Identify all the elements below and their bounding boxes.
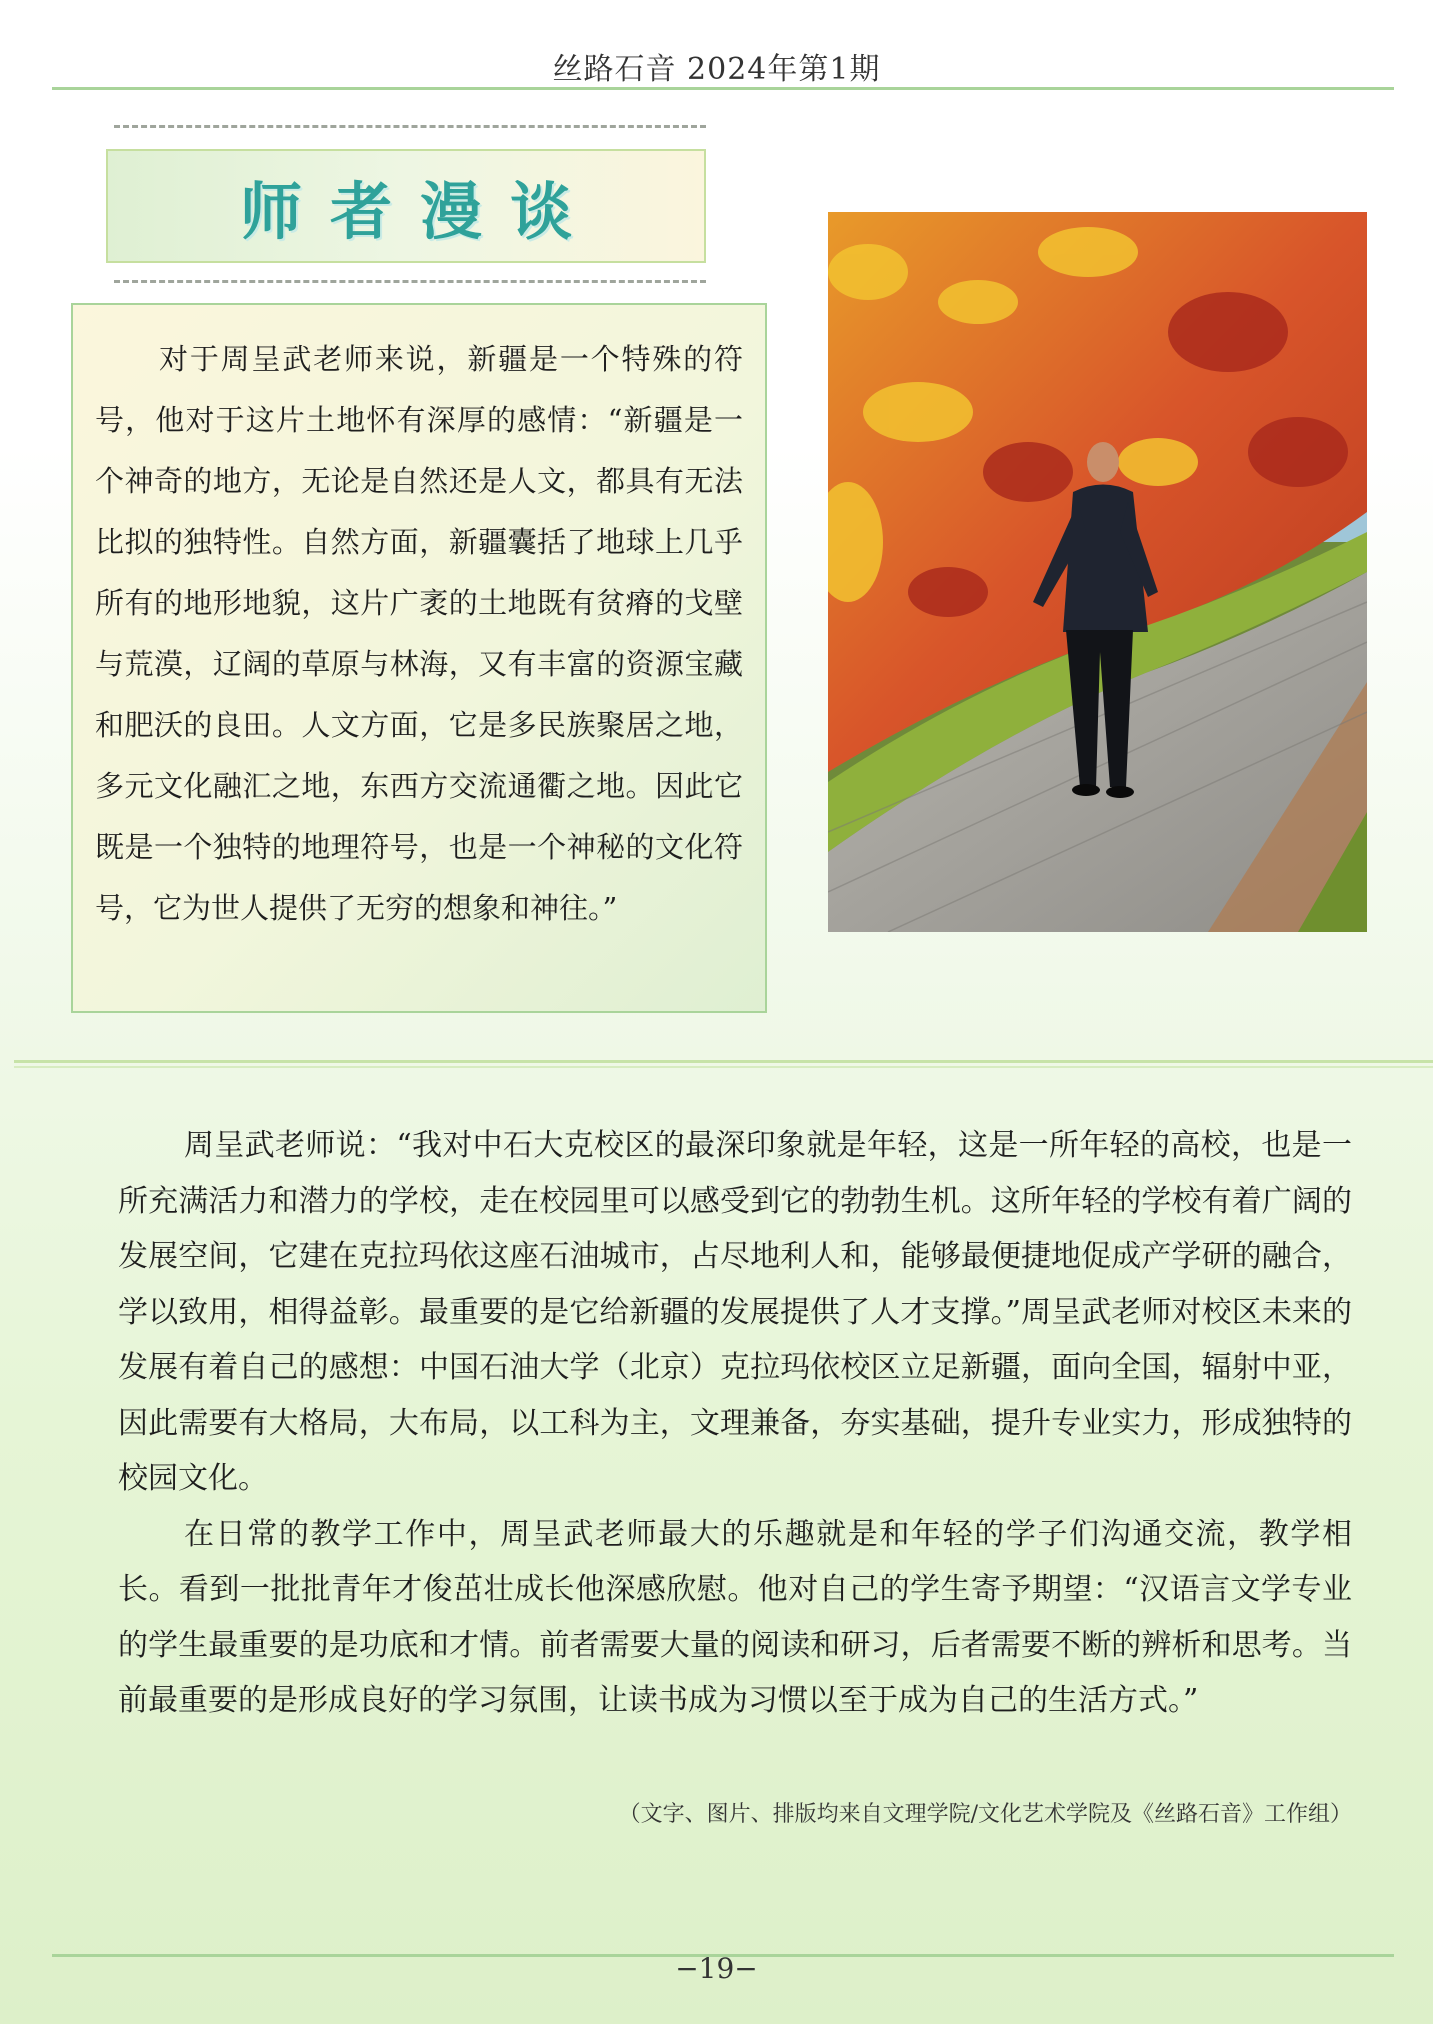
section-title: 师者漫谈 xyxy=(239,174,600,248)
section-dashed-line-bottom xyxy=(114,280,706,283)
article-body xyxy=(118,1118,1352,1729)
teacher-walking-photo xyxy=(828,212,1367,932)
header-divider xyxy=(52,87,1394,90)
magazine-issue-title: 丝路石音 2024年第1期 xyxy=(552,52,881,87)
section-title-box xyxy=(106,149,706,263)
quote-text: 对于周呈武老师来说，新疆是一个特殊的符号，他对于这片土地怀有深厚的感情：“新疆是一个神奇的地方，无论是自然还是人文，都具有无法比拟的独特性。自然方面，新疆囊括了地球上几乎所有的地形地貌，这片广袤的土地既有贫瘠的戈壁与荒漠，辽阔的草原与林海，又有丰富的资源宝藏和肥沃的良田。人文方面，它是多民族聚居之地，多元文化融汇之地，东西方交流通衢之地。因此它既是一个独特的地理符号，也是一个神秘的文化符号，它为世人提供了无穷的想象和神往。” xyxy=(95,342,743,925)
body-paragraph: 周呈武老师说：“我对中石大克校区的最深印象就是年轻，这是一所年轻的高校，也是一所充满活力和潜力的学校，走在校园里可以感受到它的勃勃生机。这所年轻的学校有着广阔的发展空间，它建在克拉玛依这座石油城市，占尽地利人和，能够最便捷地促成产学研的融合，学以致用，相得益彰。最重要的是它给新疆的发展提供了人才支撑。”周呈武老师对校区未来的发展有着自己的感想：中国石油大学（北京）克拉玛依校区立足新疆，面向全国，辐射中亚，因此需要有大格局，大布局，以工科为主，文理兼备，夯实基础，提升专业实力，形成独特的校园文化。 xyxy=(118,1128,1352,1496)
page-number: −19− xyxy=(675,1952,758,1985)
body-paragraph: 在日常的教学工作中，周呈武老师最大的乐趣就是和年轻的学子们沟通交流，教学相长。看到一批批青年才俊茁壮成长他深感欣慰。他对自己的学生寄予期望：“汉语言文学专业的学生最重要的是功底和才情。前者需要大量的阅读和研习，后者需要不断的辨析和思考。当前最重要的是形成良好的学习氛围，让读书成为习惯以至于成为自己的生活方式。” xyxy=(118,1516,1352,1718)
section-divider xyxy=(14,1060,1433,1063)
section-divider-secondary xyxy=(14,1066,1433,1068)
credit-line: （文字、图片、排版均来自文理学院/文化艺术学院及《丝路石音》工作组） xyxy=(618,1802,1352,1827)
quote-box xyxy=(71,303,767,1013)
section-dashed-line-top xyxy=(114,125,706,128)
